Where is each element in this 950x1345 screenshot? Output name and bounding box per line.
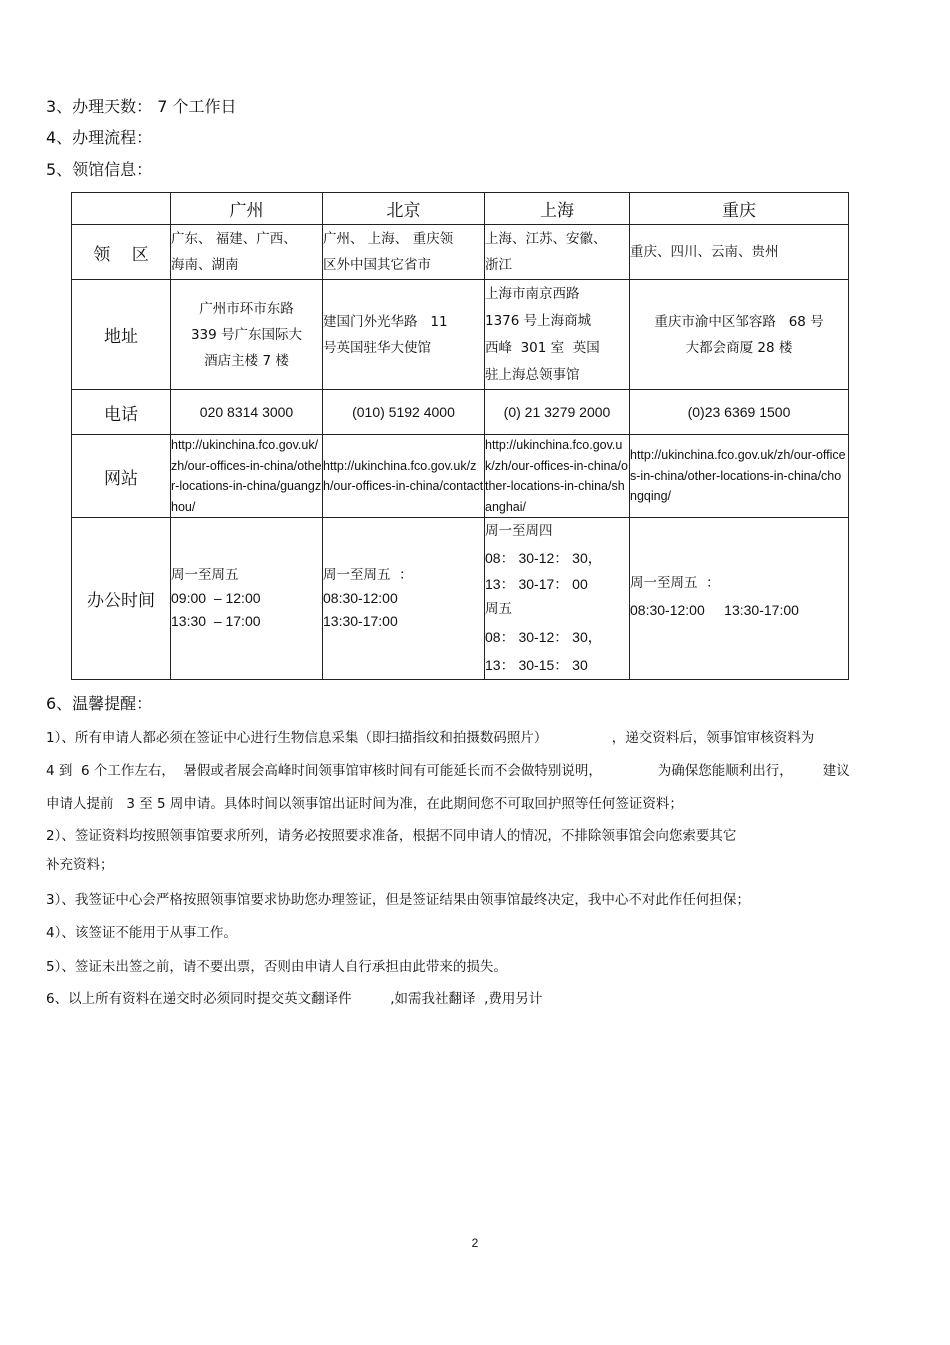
header-blank [72,193,171,225]
header-city-shanghai: 上海 [485,193,630,225]
link-website-chongqing[interactable]: http://ukinchina.fco.gov.uk/zh/our-offices-in-china/other-locations-in-china/chongqing/ [630,435,849,518]
tip-line: 申请人提前 3 至 5 周申请。具体时间以领事馆出证时间为准，在此期间您不可取回护照等任何签证资料； [46,796,683,812]
cell-hours-chongqing: 周一至周五 ： 08:30-12:00 13:30-17:00 [630,518,849,680]
tip-line: 4）、该签证不能用于从事工作。 [46,925,237,941]
tip-line: 3）、我签证中心会严格按照领事馆要求协助您办理签证，但是签证结果由领事馆最终决定，我中心不对此作任何担保； [46,892,750,908]
link-website-beijing[interactable]: http://ukinchina.fco.gov.uk/zh/our-offices-in-china/contact [323,435,485,518]
heading-processing-days: 3、办理天数： 7 个工作日 [46,97,237,116]
link-website-guangzhou[interactable]: http://ukinchina.fco.gov.uk/zh/our-offices-in-china/other-locations-in-china/guangzhou/ [171,435,323,518]
cell-area-chongqing: 重庆、四川、云南、贵州 [630,225,849,280]
row-label-address: 地址 [72,280,171,390]
row-label-area: 领 区 [72,225,171,280]
cell-hours-beijing: 周一至周五 ： 08:30-12:00 13:30-17:00 [323,518,485,680]
tip-line: 6、以上所有资料在递交时必须同时提交英文翻译件 ,如需我社翻译 ,费用另计 [46,991,543,1007]
heading-tips: 6、温馨提醒： [46,694,153,713]
table-row-area [72,225,849,280]
header-city-chongqing: 重庆 [630,193,849,225]
row-label-hours: 办公时间 [72,518,171,680]
header-city-beijing: 北京 [323,193,485,225]
table-header-row [72,193,849,225]
table-row-phone [72,390,849,435]
header-city-guangzhou: 广州 [171,193,323,225]
cell-hours-guangzhou: 周一至周五 09:00 – 12:00 13:30 – 17:00 [171,518,323,680]
page-number: 2 [471,1236,479,1250]
row-label-website: 网站 [72,435,171,518]
row-label-phone: 电话 [72,390,171,435]
table-row-website [72,435,849,518]
cell-phone-chongqing: (0)23 6369 1500 [630,390,849,435]
cell-area-guangzhou: 广东、 福建、广西、 海南、湖南 [171,225,323,280]
cell-phone-guangzhou: 020 8314 3000 [171,390,323,435]
cell-phone-shanghai: (0) 21 3279 2000 [485,390,630,435]
cell-hours-shanghai: 周一至周四 08： 30-12： 30， 13： 30-17： 00 周五 08： 30-12： 30， 13： 30-15： 30 [485,518,630,680]
heading-process: 4、办理流程： [46,128,153,147]
cell-address-guangzhou: 广州市环市东路 339 号广东国际大 酒店主楼 7 楼 [171,280,323,390]
tip-line: 1）、所有申请人都必须在签证中心进行生物信息采集（即扫描指纹和拍摄数码照片） ，递交资料后，领事馆审核资料为 [46,730,815,746]
cell-area-beijing: 广州、 上海、 重庆领 区外中国其它省市 [323,225,485,280]
cell-area-shanghai: 上海、江苏、安徽、 浙江 [485,225,630,280]
table-row-address [72,280,849,390]
table-row-hours [72,518,849,680]
tip-line: 补充资料； [46,857,114,873]
cell-phone-beijing: (010) 5192 4000 [323,390,485,435]
link-website-shanghai[interactable]: http://ukinchina.fco.gov.uk/zh/our-offices-in-china/other-locations-in-china/shanghai/ [485,435,630,518]
consulate-table [71,192,849,680]
tip-line: 4 到 6 个工作左右， 暑假或者展会高峰时间领事馆审核时间有可能延长而不会做特别说明， 为确保您能顺利出行， 建议 [46,763,850,779]
cell-address-chongqing: 重庆市渝中区邹容路 68 号 大都会商厦 28 楼 [630,280,849,390]
heading-consulate-info: 5、领馆信息： [46,160,153,179]
tip-line: 2）、签证资料均按照领事馆要求所列，请务必按照要求准备，根据不同申请人的情况，不排除领事馆会向您索要其它 [46,828,737,844]
cell-address-beijing: 建国门外光华路 11 号英国驻华大使馆 [323,280,485,390]
cell-address-shanghai: 上海市南京西路 1376 号上海商城 西峰 301 室 英国 驻上海总领事馆 [485,280,630,390]
tip-line: 5）、签证未出签之前，请不要出票，否则由申请人自行承担由此带来的损失。 [46,959,507,975]
